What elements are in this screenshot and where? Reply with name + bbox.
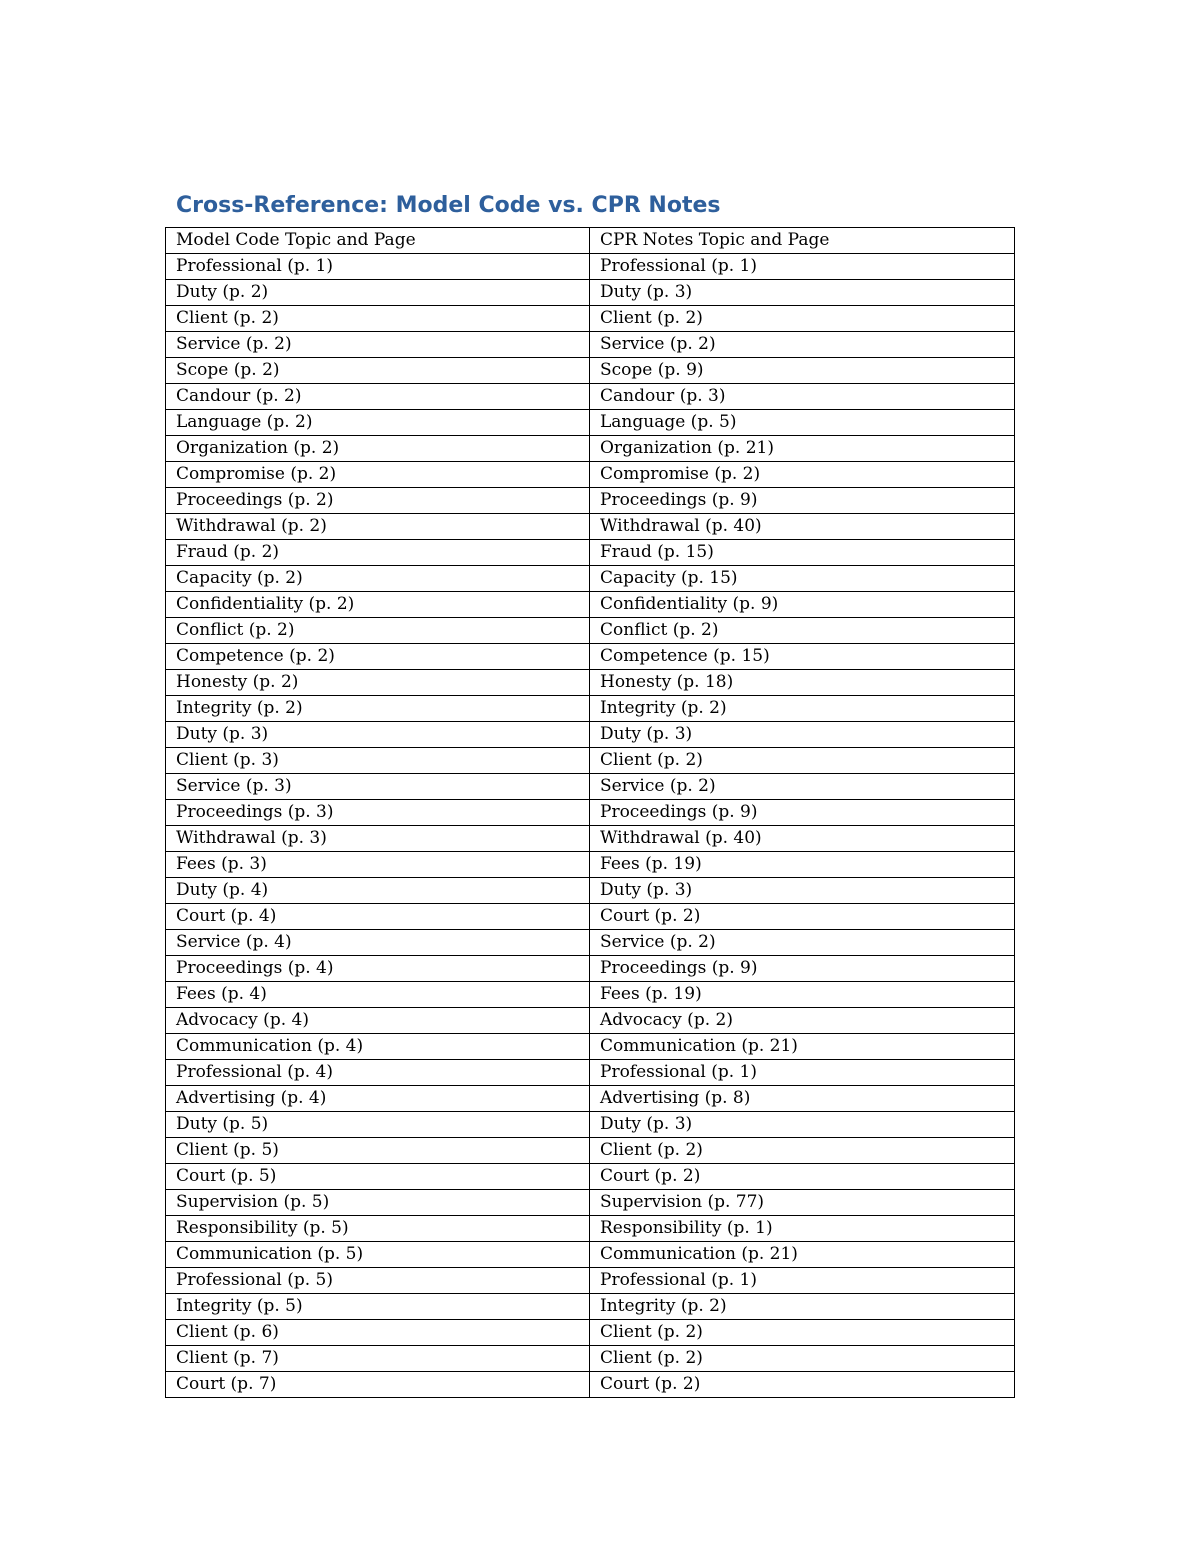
cpr-notes-cell: Integrity (p. 2)	[590, 1294, 1015, 1320]
model-code-cell: Integrity (p. 2)	[166, 696, 590, 722]
cpr-notes-cell: Compromise (p. 2)	[590, 462, 1015, 488]
cpr-notes-cell: Fees (p. 19)	[590, 982, 1015, 1008]
cpr-notes-cell: Scope (p. 9)	[590, 358, 1015, 384]
model-code-cell: Service (p. 3)	[166, 774, 590, 800]
table-row	[166, 956, 1015, 982]
model-code-cell: Responsibility (p. 5)	[166, 1216, 590, 1242]
cpr-notes-cell: Duty (p. 3)	[590, 722, 1015, 748]
cpr-notes-cell: Client (p. 2)	[590, 748, 1015, 774]
cpr-notes-cell: Client (p. 2)	[590, 1320, 1015, 1346]
table-row	[166, 384, 1015, 410]
cpr-notes-cell: Integrity (p. 2)	[590, 696, 1015, 722]
table-row	[166, 254, 1015, 280]
table-row	[166, 462, 1015, 488]
cpr-notes-cell: Client (p. 2)	[590, 1138, 1015, 1164]
model-code-cell: Duty (p. 5)	[166, 1112, 590, 1138]
model-code-cell: Candour (p. 2)	[166, 384, 590, 410]
cpr-notes-cell: Responsibility (p. 1)	[590, 1216, 1015, 1242]
column-header-cpr-notes: CPR Notes Topic and Page	[590, 228, 1015, 254]
model-code-cell: Professional (p. 1)	[166, 254, 590, 280]
cpr-notes-cell: Organization (p. 21)	[590, 436, 1015, 462]
model-code-cell: Client (p. 5)	[166, 1138, 590, 1164]
table-row	[166, 722, 1015, 748]
model-code-cell: Service (p. 2)	[166, 332, 590, 358]
table-row	[166, 1138, 1015, 1164]
cpr-notes-cell: Client (p. 2)	[590, 1346, 1015, 1372]
cpr-notes-cell: Proceedings (p. 9)	[590, 956, 1015, 982]
model-code-cell: Scope (p. 2)	[166, 358, 590, 384]
model-code-cell: Withdrawal (p. 2)	[166, 514, 590, 540]
table-row	[166, 852, 1015, 878]
cpr-notes-cell: Supervision (p. 77)	[590, 1190, 1015, 1216]
model-code-cell: Duty (p. 3)	[166, 722, 590, 748]
cpr-notes-cell: Advocacy (p. 2)	[590, 1008, 1015, 1034]
table-row	[166, 748, 1015, 774]
model-code-cell: Language (p. 2)	[166, 410, 590, 436]
model-code-cell: Advocacy (p. 4)	[166, 1008, 590, 1034]
model-code-cell: Court (p. 4)	[166, 904, 590, 930]
table-row	[166, 1034, 1015, 1060]
cpr-notes-cell: Court (p. 2)	[590, 1372, 1015, 1398]
table-row	[166, 1320, 1015, 1346]
model-code-cell: Court (p. 7)	[166, 1372, 590, 1398]
table-row	[166, 800, 1015, 826]
cpr-notes-cell: Court (p. 2)	[590, 1164, 1015, 1190]
model-code-cell: Advertising (p. 4)	[166, 1086, 590, 1112]
table-row	[166, 1086, 1015, 1112]
table-row	[166, 644, 1015, 670]
cpr-notes-cell: Capacity (p. 15)	[590, 566, 1015, 592]
model-code-cell: Fees (p. 3)	[166, 852, 590, 878]
cpr-notes-cell: Language (p. 5)	[590, 410, 1015, 436]
table-row	[166, 436, 1015, 462]
model-code-cell: Withdrawal (p. 3)	[166, 826, 590, 852]
table-row	[166, 566, 1015, 592]
model-code-cell: Duty (p. 2)	[166, 280, 590, 306]
cpr-notes-cell: Court (p. 2)	[590, 904, 1015, 930]
cpr-notes-cell: Honesty (p. 18)	[590, 670, 1015, 696]
cpr-notes-cell: Proceedings (p. 9)	[590, 800, 1015, 826]
cpr-notes-cell: Confidentiality (p. 9)	[590, 592, 1015, 618]
table-row	[166, 592, 1015, 618]
cpr-notes-cell: Conflict (p. 2)	[590, 618, 1015, 644]
cpr-notes-cell: Service (p. 2)	[590, 332, 1015, 358]
cpr-notes-cell: Duty (p. 3)	[590, 280, 1015, 306]
table-row	[166, 1268, 1015, 1294]
model-code-cell: Professional (p. 5)	[166, 1268, 590, 1294]
cpr-notes-cell: Fraud (p. 15)	[590, 540, 1015, 566]
cpr-notes-cell: Duty (p. 3)	[590, 878, 1015, 904]
model-code-cell: Integrity (p. 5)	[166, 1294, 590, 1320]
model-code-cell: Service (p. 4)	[166, 930, 590, 956]
cpr-notes-cell: Fees (p. 19)	[590, 852, 1015, 878]
model-code-cell: Conflict (p. 2)	[166, 618, 590, 644]
table-row	[166, 1190, 1015, 1216]
cpr-notes-cell: Proceedings (p. 9)	[590, 488, 1015, 514]
cpr-notes-cell: Withdrawal (p. 40)	[590, 514, 1015, 540]
model-code-cell: Honesty (p. 2)	[166, 670, 590, 696]
table-row	[166, 930, 1015, 956]
model-code-cell: Professional (p. 4)	[166, 1060, 590, 1086]
table-row	[166, 1112, 1015, 1138]
cpr-notes-cell: Duty (p. 3)	[590, 1112, 1015, 1138]
cpr-notes-cell: Advertising (p. 8)	[590, 1086, 1015, 1112]
table-row	[166, 1294, 1015, 1320]
table-row	[166, 306, 1015, 332]
table-row	[166, 696, 1015, 722]
table-row	[166, 358, 1015, 384]
model-code-cell: Fraud (p. 2)	[166, 540, 590, 566]
model-code-cell: Communication (p. 5)	[166, 1242, 590, 1268]
table-row	[166, 488, 1015, 514]
cpr-notes-cell: Communication (p. 21)	[590, 1242, 1015, 1268]
cross-reference-table	[165, 227, 1015, 1398]
model-code-cell: Communication (p. 4)	[166, 1034, 590, 1060]
table-row	[166, 540, 1015, 566]
cpr-notes-cell: Withdrawal (p. 40)	[590, 826, 1015, 852]
table-row	[166, 1164, 1015, 1190]
table-header-row	[166, 228, 1015, 254]
model-code-cell: Duty (p. 4)	[166, 878, 590, 904]
table-row	[166, 1346, 1015, 1372]
table-row	[166, 332, 1015, 358]
cpr-notes-cell: Communication (p. 21)	[590, 1034, 1015, 1060]
model-code-cell: Supervision (p. 5)	[166, 1190, 590, 1216]
table-body	[166, 228, 1015, 1398]
cpr-notes-cell: Service (p. 2)	[590, 930, 1015, 956]
table-row	[166, 1008, 1015, 1034]
table-row	[166, 618, 1015, 644]
model-code-cell: Capacity (p. 2)	[166, 566, 590, 592]
cpr-notes-cell: Professional (p. 1)	[590, 1268, 1015, 1294]
cpr-notes-cell: Service (p. 2)	[590, 774, 1015, 800]
model-code-cell: Organization (p. 2)	[166, 436, 590, 462]
model-code-cell: Client (p. 6)	[166, 1320, 590, 1346]
table-row	[166, 904, 1015, 930]
table-row	[166, 1242, 1015, 1268]
model-code-cell: Proceedings (p. 2)	[166, 488, 590, 514]
model-code-cell: Proceedings (p. 4)	[166, 956, 590, 982]
column-header-model-code: Model Code Topic and Page	[166, 228, 590, 254]
cpr-notes-cell: Candour (p. 3)	[590, 384, 1015, 410]
table-row	[166, 774, 1015, 800]
table-row	[166, 826, 1015, 852]
cpr-notes-cell: Competence (p. 15)	[590, 644, 1015, 670]
table-row	[166, 410, 1015, 436]
model-code-cell: Confidentiality (p. 2)	[166, 592, 590, 618]
table-row	[166, 514, 1015, 540]
model-code-cell: Proceedings (p. 3)	[166, 800, 590, 826]
model-code-cell: Competence (p. 2)	[166, 644, 590, 670]
cpr-notes-cell: Client (p. 2)	[590, 306, 1015, 332]
model-code-cell: Fees (p. 4)	[166, 982, 590, 1008]
table-row	[166, 280, 1015, 306]
table-row	[166, 1216, 1015, 1242]
page-title: Cross-Reference: Model Code vs. CPR Notes	[176, 193, 721, 218]
model-code-cell: Court (p. 5)	[166, 1164, 590, 1190]
model-code-cell: Client (p. 2)	[166, 306, 590, 332]
table-row	[166, 1060, 1015, 1086]
model-code-cell: Client (p. 3)	[166, 748, 590, 774]
table-row	[166, 670, 1015, 696]
model-code-cell: Compromise (p. 2)	[166, 462, 590, 488]
table-row	[166, 878, 1015, 904]
cpr-notes-cell: Professional (p. 1)	[590, 1060, 1015, 1086]
table-row	[166, 1372, 1015, 1398]
model-code-cell: Client (p. 7)	[166, 1346, 590, 1372]
table-row	[166, 982, 1015, 1008]
cpr-notes-cell: Professional (p. 1)	[590, 254, 1015, 280]
